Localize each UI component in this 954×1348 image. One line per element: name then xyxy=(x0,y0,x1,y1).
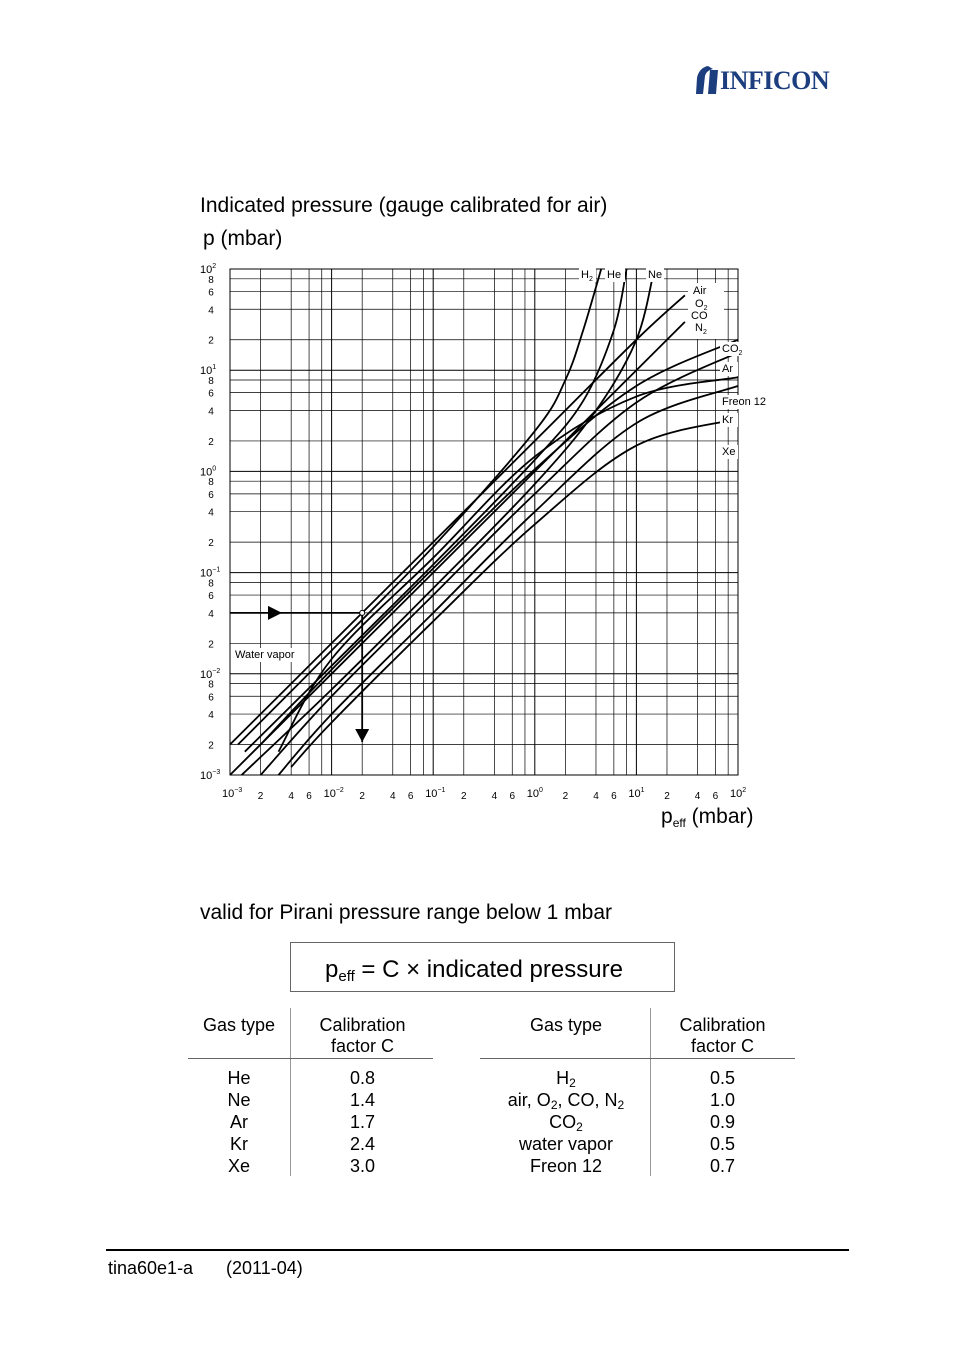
y-tick-exponent: −1 xyxy=(212,566,221,574)
label-kr: Kr xyxy=(722,414,733,426)
table-header-gas: Gas type xyxy=(202,1015,276,1035)
table-cell-factor: 0.9 xyxy=(709,1112,736,1132)
y-tick-exponent: 0 xyxy=(212,465,217,473)
arrow-right-icon xyxy=(268,606,282,620)
table-rule xyxy=(480,1058,795,1059)
table-cell-gas: Ar xyxy=(230,1112,248,1132)
x-tick-exponent: −1 xyxy=(437,787,446,794)
y-tick-label: $10^{-3}$ xyxy=(200,769,221,782)
table-cell-factor: 1.7 xyxy=(349,1112,376,1132)
y-tick-exponent: −2 xyxy=(212,667,221,675)
table-cell-gas: Freon 12 xyxy=(529,1156,603,1176)
table-cell-factor: 2.4 xyxy=(349,1134,376,1154)
y-axis-unit: p (mbar) xyxy=(203,227,283,250)
arrow-down-icon xyxy=(355,729,369,742)
y-minor-tick-label: 4 xyxy=(208,406,214,418)
y-minor-tick-label: 8 xyxy=(208,578,214,590)
label-air-group: $N_2$ xyxy=(695,322,707,336)
table-cell-gas: $CO_2$ xyxy=(549,1112,583,1134)
y-axis-labels xyxy=(200,263,220,782)
y-minor-tick-label: 8 xyxy=(208,376,214,388)
x-minor-tick-label: 4 xyxy=(288,791,294,802)
logo-wordmark: INFICON xyxy=(720,66,830,95)
label-ar: Ar xyxy=(722,363,733,375)
label-air-sub: 2 xyxy=(703,305,708,312)
table-cell-gas: air, $O_2$, CO, $N_2$ xyxy=(507,1090,625,1112)
y-tick-label: $10^0$ xyxy=(200,465,217,479)
y-tick-label: $10^2$ xyxy=(200,263,217,276)
formula-box xyxy=(290,942,675,992)
x-minor-tick-label: 4 xyxy=(694,791,701,802)
y-tick-exponent: 1 xyxy=(212,364,217,372)
gas-curves xyxy=(230,269,738,775)
x-tick-exponent: −3 xyxy=(234,787,243,794)
label-air-group: Air xyxy=(693,285,707,297)
gas-curve xyxy=(261,352,738,775)
validity-note: valid for Pirani pressure range below 1 mbar xyxy=(200,901,613,924)
label-xe: Xe xyxy=(722,446,736,458)
label-h2-sub: 2 xyxy=(588,276,593,283)
y-minor-tick-label: 2 xyxy=(208,335,214,347)
y-minor-tick-label: 4 xyxy=(208,608,214,620)
y-minor-tick-label: 6 xyxy=(208,692,214,704)
table-cell-gas: Kr xyxy=(230,1134,248,1154)
document-date: (2011-04) xyxy=(226,1258,303,1278)
label-freon: Freon 12 xyxy=(722,396,767,408)
footer-rule xyxy=(106,1249,849,1251)
table-header-factor: Calibration factor C xyxy=(679,1015,766,1056)
y-minor-tick-label: 8 xyxy=(208,477,214,489)
x-axis-labels xyxy=(222,787,746,802)
table-cell-factor: 1.0 xyxy=(709,1090,736,1110)
y-minor-tick-label: 8 xyxy=(208,679,214,691)
x-axis-unit: $p_{eff}$ (mbar) xyxy=(661,805,754,830)
table-cell-factor: 3.0 xyxy=(349,1156,376,1176)
table-cell-factor: 0.5 xyxy=(709,1068,736,1088)
gas-labels xyxy=(233,268,775,662)
y-minor-tick-label: 6 xyxy=(208,591,214,603)
x-minor-tick-label: 2 xyxy=(461,791,467,802)
document-id: tina60e1-a xyxy=(108,1258,194,1278)
table-cell-gas: $H_2$ xyxy=(556,1068,576,1090)
y-minor-tick-label: 2 xyxy=(208,538,214,550)
table-rule xyxy=(188,1058,433,1059)
x-tick-label: $10^0$ xyxy=(526,787,543,800)
table-cell-gas: Ne xyxy=(227,1090,251,1110)
x-tick-exponent: −2 xyxy=(335,787,344,794)
table-divider xyxy=(290,1008,291,1176)
table-header-factor: Calibration factor C xyxy=(319,1015,406,1056)
x-minor-tick-label: 2 xyxy=(664,791,670,802)
x-minor-tick-label: 4 xyxy=(389,791,396,802)
table-cell-gas: water vapor xyxy=(518,1134,614,1154)
table-cell-factor: 0.8 xyxy=(349,1068,376,1088)
gas-curve xyxy=(279,386,739,775)
label-he: He xyxy=(607,269,622,281)
y-minor-tick-label: 4 xyxy=(208,507,214,519)
table-cell-factor: 0.5 xyxy=(709,1134,736,1154)
y-minor-tick-label: 6 xyxy=(208,287,214,299)
label-air-group: CO xyxy=(691,310,708,322)
y-minor-tick-label: 8 xyxy=(208,274,214,286)
label-co2-sub: 2 xyxy=(738,350,743,357)
x-minor-tick-label: 6 xyxy=(712,791,719,802)
y-minor-tick-label: 4 xyxy=(208,710,214,722)
x-tick-exponent: 2 xyxy=(742,787,747,794)
x-minor-tick-label: 2 xyxy=(359,791,365,802)
x-minor-tick-label: 4 xyxy=(593,791,599,802)
y-tick-exponent: 2 xyxy=(212,263,217,270)
y-minor-tick-label: 6 xyxy=(208,388,214,400)
y-tick-label: $10^1$ xyxy=(200,364,217,378)
x-minor-tick-label: 2 xyxy=(562,791,569,802)
y-tick-label: $10^{-2}$ xyxy=(200,667,221,681)
x-tick-label: $10^1$ xyxy=(628,787,645,800)
y-minor-tick-label: 2 xyxy=(208,436,214,448)
y-tick-label: $10^{-1}$ xyxy=(200,566,221,580)
gas-curve xyxy=(230,322,685,775)
y-tick-exponent: −3 xyxy=(212,769,221,776)
x-tick-label: $10^{-2}$ xyxy=(323,787,344,800)
label-ne: Ne xyxy=(648,269,663,281)
table-cell-gas: Xe xyxy=(227,1156,251,1176)
label-air-sub: 2 xyxy=(702,329,707,336)
table-cell-factor: 0.7 xyxy=(709,1156,736,1176)
y-minor-tick-label: 2 xyxy=(208,740,214,752)
x-tick-label: $10^2$ xyxy=(730,787,747,800)
x-tick-exponent: 0 xyxy=(539,787,543,794)
label-co2: $CO_2$ xyxy=(722,343,743,357)
gas-curve xyxy=(238,269,601,745)
table-cell-factor: 1.4 xyxy=(349,1090,376,1110)
table-header-gas: Gas type xyxy=(529,1015,603,1035)
x-minor-tick-label: 6 xyxy=(509,791,516,802)
x-minor-tick-label: 4 xyxy=(491,791,498,802)
x-tick-label: $10^{-3}$ xyxy=(222,787,243,800)
example-point xyxy=(360,610,365,615)
formula-text: $p_{eff} = C$ × indicated pressure xyxy=(325,956,623,985)
y-minor-tick-label: 6 xyxy=(208,489,214,501)
y-minor-tick-label: 4 xyxy=(208,305,214,317)
label-h2: $H_2$ xyxy=(581,269,593,283)
y-minor-tick-label: 2 xyxy=(208,639,214,651)
x-minor-tick-label: 6 xyxy=(407,791,414,802)
x-tick-label: $10^{-1}$ xyxy=(425,787,446,800)
table-divider xyxy=(650,1008,651,1176)
chart-title: Indicated pressure (gauge calibrated for air) xyxy=(200,194,608,217)
x-minor-tick-label: 2 xyxy=(257,791,264,802)
label-air-group: $O_2$ xyxy=(695,298,708,312)
table-cell-gas: He xyxy=(227,1068,251,1088)
x-minor-tick-label: 6 xyxy=(611,791,617,802)
x-minor-tick-label: 6 xyxy=(306,791,312,802)
label-water-vapor: Water vapor xyxy=(235,649,295,661)
x-tick-exponent: 1 xyxy=(640,787,645,794)
